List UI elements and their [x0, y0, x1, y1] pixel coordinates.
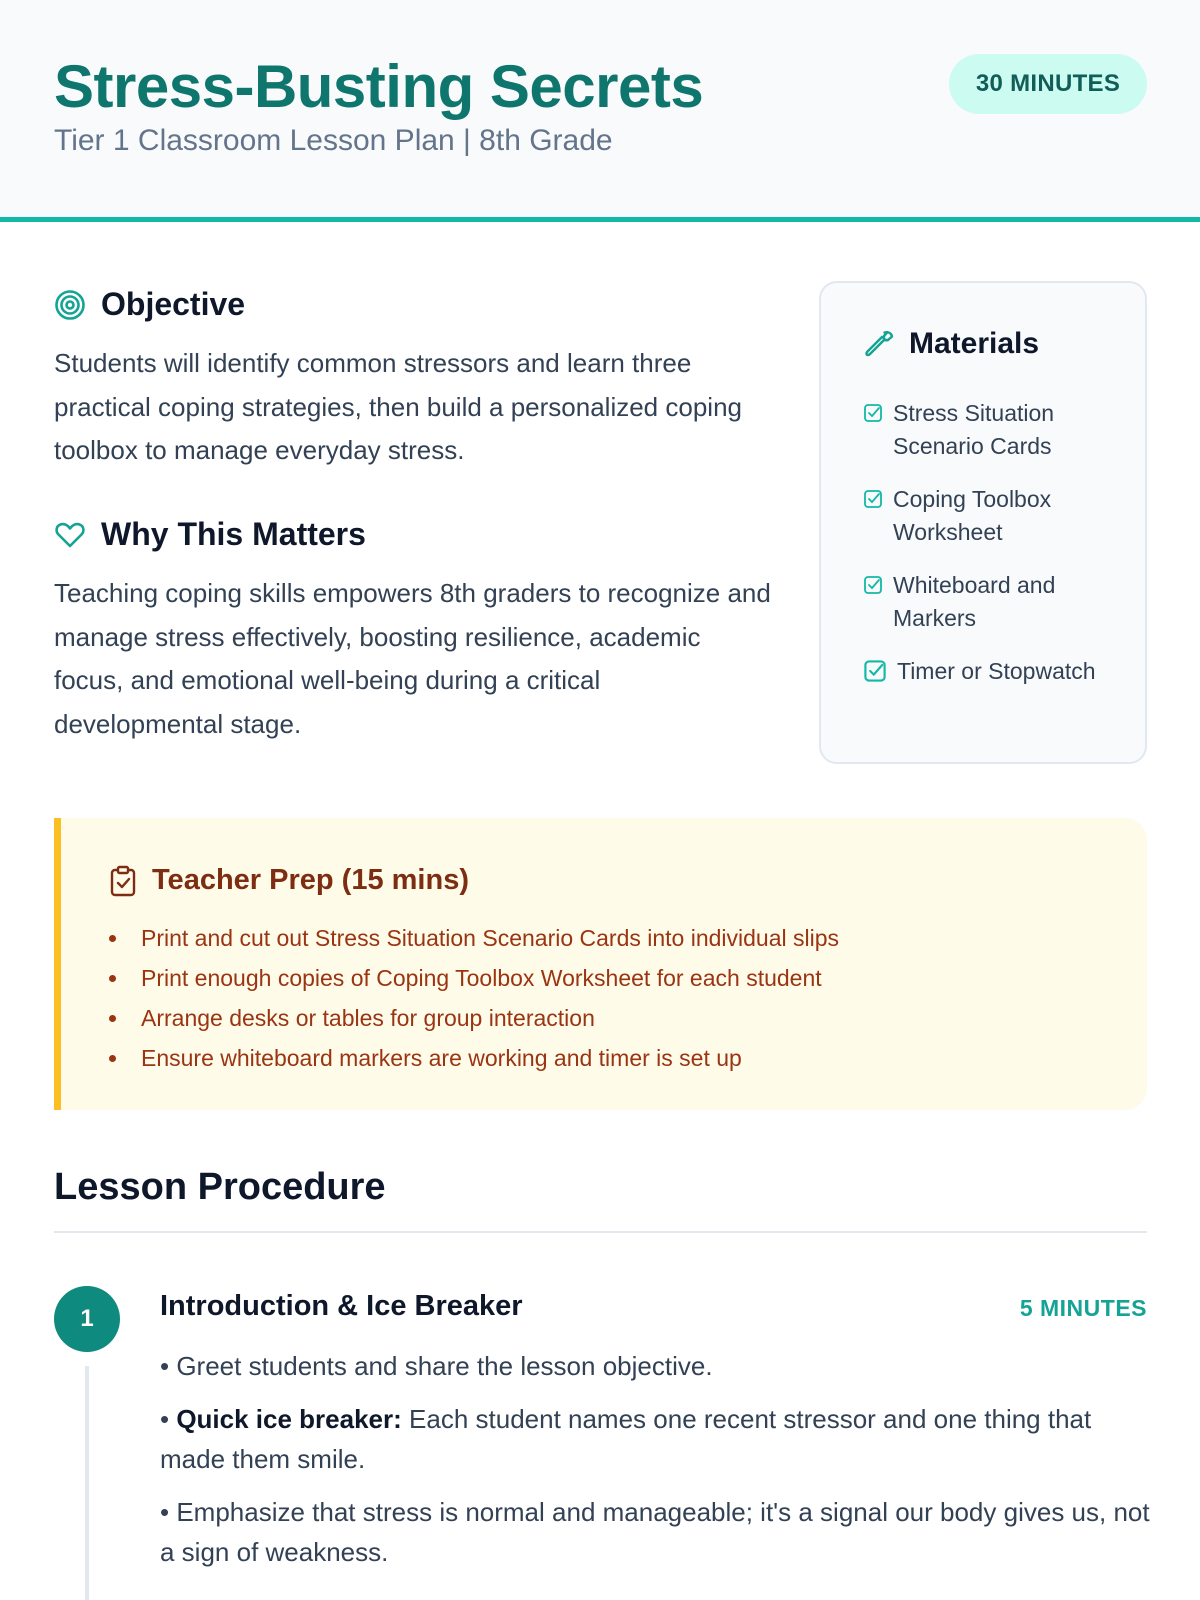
teacher-prep-list: [141, 918, 839, 1078]
step-duration: 5 MINUTES: [1019, 1295, 1147, 1321]
list-item: • Greet students and share the lesson objective.: [160, 1351, 713, 1381]
heart-icon: [54, 519, 86, 551]
step-bullet-list: [160, 1346, 1150, 1585]
material-label: Whiteboard and Markers: [893, 572, 1056, 631]
bullet-text: Emphasize that stress is normal and manageable; it's a signal our body gives us, not a sign of weakness.: [160, 1497, 1150, 1567]
bullet-lead: Quick ice breaker:: [176, 1404, 402, 1434]
page-title: Stress-Busting Secrets: [54, 53, 704, 120]
list-item: [863, 483, 1123, 549]
list-item: Arrange desks or tables for group interaction: [141, 998, 839, 1038]
why-text: Teaching coping skills empowers 8th graders to recognize and manage stress effectively, boosting resilience, academic focus, and emotional well-being during a critical developmental stage.: [54, 578, 771, 739]
list-item: Print enough copies of Coping Toolbox Worksheet for each student: [141, 958, 839, 998]
timeline-line: [85, 1366, 89, 1600]
list-item: Ensure whiteboard markers are working and timer is set up: [141, 1038, 839, 1078]
clipboard-check-icon: [108, 865, 138, 897]
list-item: [863, 397, 1123, 463]
bullet-text: Greet students and share the lesson objective.: [176, 1351, 713, 1381]
procedure-heading: Lesson Procedure: [54, 1166, 386, 1208]
list-item: [863, 569, 1123, 635]
materials-heading: [863, 327, 1039, 361]
duration-badge: 30 MINUTES: [949, 54, 1147, 114]
teacher-prep-title: Teacher Prep (15 mins): [152, 864, 469, 896]
bullet-text: Each student names one recent stressor and one thing that made them smile.: [160, 1404, 1092, 1474]
objective-title: Objective: [101, 286, 246, 322]
list-item: Print and cut out Stress Situation Scenario Cards into individual slips: [141, 918, 839, 958]
checkbox-icon: [863, 489, 883, 509]
materials-title: Materials: [909, 327, 1040, 360]
why-heading: [54, 516, 366, 553]
material-label: Stress Situation Scenario Cards: [893, 400, 1055, 459]
checkbox-icon: [863, 659, 887, 683]
list-item: [863, 655, 1123, 688]
material-label: Coping Toolbox Worksheet: [893, 486, 1052, 545]
why-title: Why This Matters: [101, 516, 366, 552]
step-number-badge: 1: [54, 1286, 120, 1352]
teacher-prep-heading: [108, 864, 469, 897]
objective-text: Students will identify common stressors and learn three practical coping strategies, then build a personalized coping toolbox to manage everyday stress.: [54, 348, 742, 465]
divider: [54, 1231, 1147, 1233]
list-item: • Emphasize that stress is normal and manageable; it's a signal our body gives us, not a sign of weakness.: [160, 1497, 1150, 1567]
page-header: [0, 0, 1200, 222]
wrench-icon: [863, 327, 897, 361]
objective-heading: [54, 286, 245, 323]
checkbox-icon: [863, 575, 883, 595]
page-subtitle: Tier 1 Classroom Lesson Plan | 8th Grade: [54, 124, 613, 157]
list-item: • Quick ice breaker: Each student names one recent stressor and one thing that made them smile.: [160, 1404, 1092, 1474]
materials-card: [819, 281, 1147, 764]
teacher-prep-box: [54, 818, 1147, 1110]
material-label: Timer or Stopwatch: [897, 658, 1096, 684]
checkbox-icon: [863, 403, 883, 423]
target-icon: [54, 289, 86, 321]
step-title: Introduction & Ice Breaker: [160, 1290, 523, 1322]
materials-list: [863, 397, 1123, 708]
